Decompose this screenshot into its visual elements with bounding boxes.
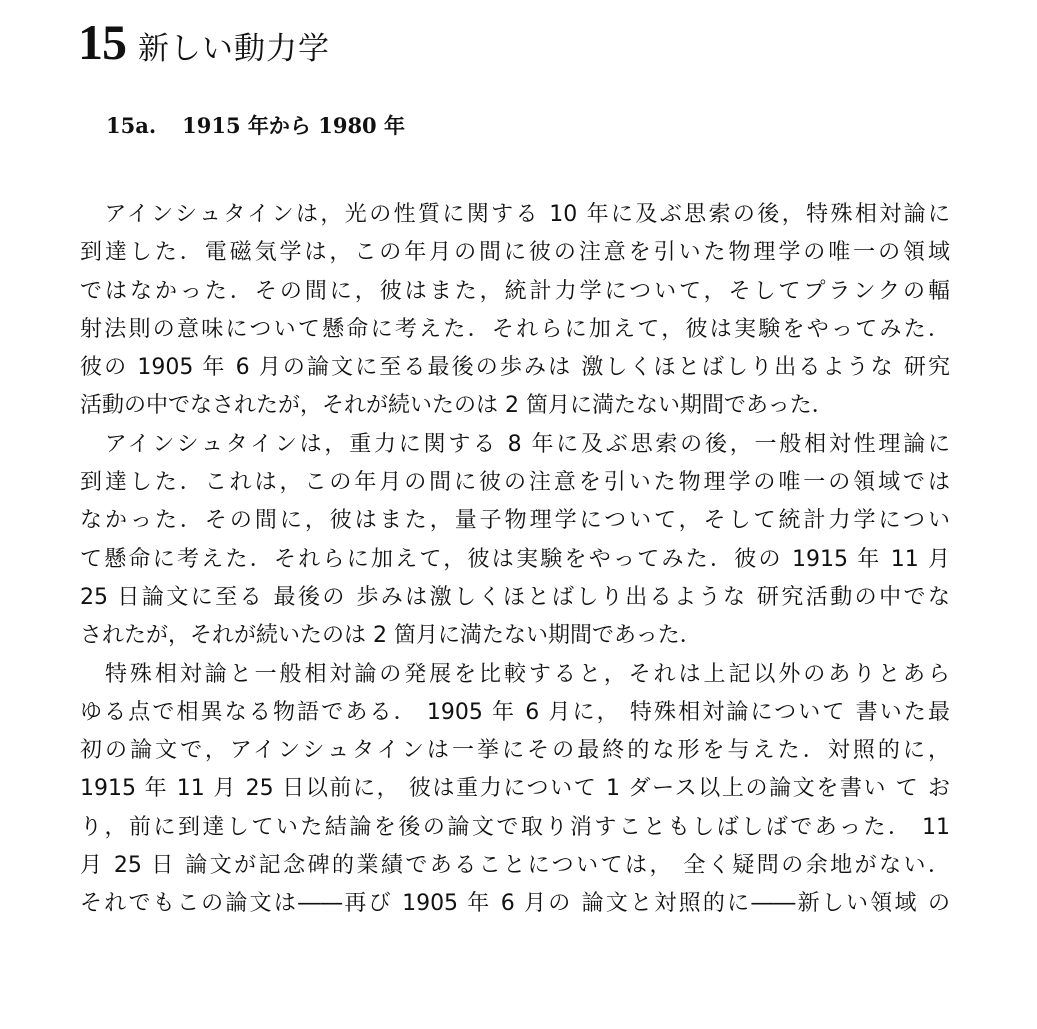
text-line: アインシュタインは，光の性質に関する 10 年に及ぶ思索の後，特殊相対論に [80,202,950,227]
paragraph-1 [80,196,950,426]
text-line: それでもこの論文は――再び 1905 年 6 月の 論文と対照的に――新しい領域 の [80,891,950,917]
text-line: 25 日論文に至る 最後の 歩みは激しくほとばしり出るような 研究活動の中でな [80,584,950,610]
chapter-title: 新しい動力学 [138,31,330,67]
text-line: アインシュタインは，重力に関する 8 年に及ぶ思索の後，一般相対性理論に [80,431,950,457]
section-heading [106,111,405,141]
text-line: ではなかった．その間に，彼はまた，統計力学について，そしてプランクの輻 [80,278,950,304]
text-line: 到達した．電磁気学は，この年月の間に彼の注意を引いた物理学の唯一の領域 [80,240,950,266]
text-line: なかった．その間に，彼はまた，量子物理学について，そして統計力学につい [80,508,950,534]
text-line: て懸命に考えた．それらに加えて，彼は実験をやってみた．彼の 1915 年 11 月 [80,546,950,572]
text-line: 到達した．これは，この年月の間に彼の注意を引いた物理学の唯一の領域では [80,470,950,496]
text-line: り，前に到達していた結論を後の論文で取り消すこともしばしばであった． 11 [80,814,950,840]
chapter-header [78,12,330,79]
text-line: 1915 年 11 月 25 日以前に， 彼は重力について 1 ダース以上の論文を書い て お [80,776,950,802]
text-line: 特殊相対論と一般相対論の発展を比較すると，それは上記以外のありとあら [80,661,950,687]
chapter-number: 15 [78,14,126,70]
text-line: されたが，それが続いたのは 2 箇月に満たない期間であった． [80,623,702,649]
text-line: 活動の中でなされたが，それが続いたのは 2 箇月に満たない期間であった． [80,393,834,419]
text-line: 射法則の意味について懸命に考えた．それらに加えて，彼は実験をやってみた． [80,316,950,342]
text-line: 彼の 1905 年 6 月の論文に至る最後の歩みは 激しくほとばしり出るような 研究 [80,355,950,381]
body-text [80,196,950,924]
paragraph-3 [80,656,950,924]
section-title: 1915 年から 1980 年 [182,113,405,138]
section-number: 15a. [106,113,157,138]
paragraph-2 [80,426,950,656]
text-line: ゆる点で相異なる物語である． 1905 年 6 月に， 特殊相対論について 書いた最 [80,699,950,725]
text-line: 月 25 日 論文が記念碑的業績であることについては， 全く疑問の余地がない． [80,853,950,879]
text-line: 初の論文で，アインシュタインは一挙にその最終的な形を与えた．対照的に， [80,738,950,764]
